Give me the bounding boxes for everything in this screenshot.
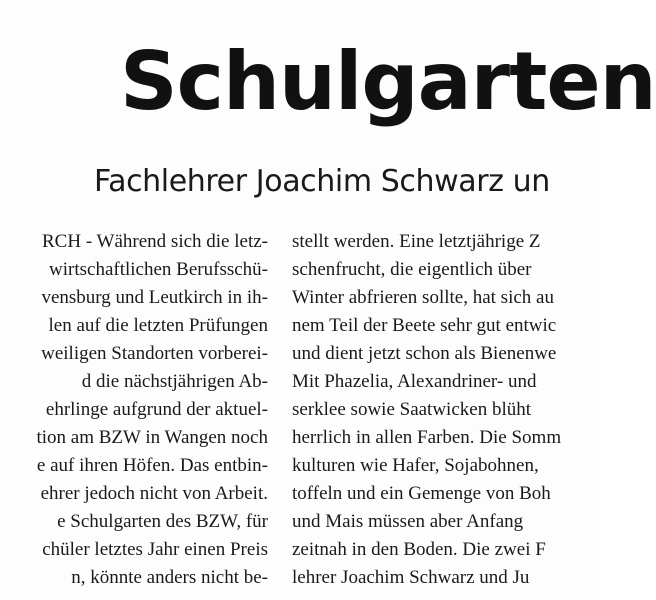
column-line: und dient jetzt schon als Bienenwe bbox=[292, 343, 557, 364]
column-line: toffeln und ein Gemenge von Boh bbox=[292, 483, 551, 504]
column-line: kulturen wie Hafer, Sojabohnen, bbox=[292, 455, 539, 476]
column-line: weiligen Standorten vorberei- bbox=[41, 343, 268, 364]
column-line: tion am BZW in Wangen noch bbox=[36, 427, 268, 448]
column-line: zeitnah in den Boden. Die zwei F bbox=[292, 539, 546, 560]
subheadline: Fachlehrer Joachim Schwarz un bbox=[94, 164, 550, 199]
column-line: und Mais müssen aber Anfang bbox=[292, 511, 524, 532]
column-line: serklee sowie Saatwicken blüht bbox=[292, 399, 532, 420]
column-line: n, könnte anders nicht be- bbox=[71, 567, 268, 588]
column-line: schenfrucht, die eigentlich über bbox=[292, 259, 532, 280]
column-line: RCH - Während sich die letz- bbox=[42, 231, 268, 252]
column-line: chüler letztes Jahr einen Preis bbox=[42, 539, 268, 560]
column-line: e auf ihren Höfen. Das entbin- bbox=[36, 455, 268, 476]
column-line: ehrer jedoch nicht von Arbeit. bbox=[40, 483, 268, 504]
column-line: Winter abfrieren sollte, hat sich au bbox=[292, 287, 554, 308]
column-line: stellt werden. Eine letztjährige Z bbox=[292, 231, 541, 252]
column-line: e Schulgarten des BZW, für bbox=[57, 511, 268, 532]
article-column-left bbox=[0, 228, 268, 592]
column-line: d die nächstjährigen Ab- bbox=[81, 371, 268, 392]
column-line: nem Teil der Beete sehr gut entwic bbox=[292, 315, 557, 336]
column-line: wirtschaftlichen Berufsschü- bbox=[49, 259, 268, 280]
column-line: Mit Phazelia, Alexandriner- und bbox=[292, 371, 537, 392]
column-line: herrlich in allen Farben. Die Somm bbox=[292, 427, 562, 448]
headline: Schulgarten bbox=[120, 35, 656, 128]
article-column-right bbox=[292, 228, 600, 592]
column-line: len auf die letzten Prüfungen bbox=[48, 315, 268, 336]
column-line: lehrer Joachim Schwarz und Ju bbox=[292, 567, 530, 588]
column-line: vensburg und Leutkirch in ih- bbox=[41, 287, 268, 308]
column-line: ehrlinge aufgrund der aktuel- bbox=[45, 399, 268, 420]
